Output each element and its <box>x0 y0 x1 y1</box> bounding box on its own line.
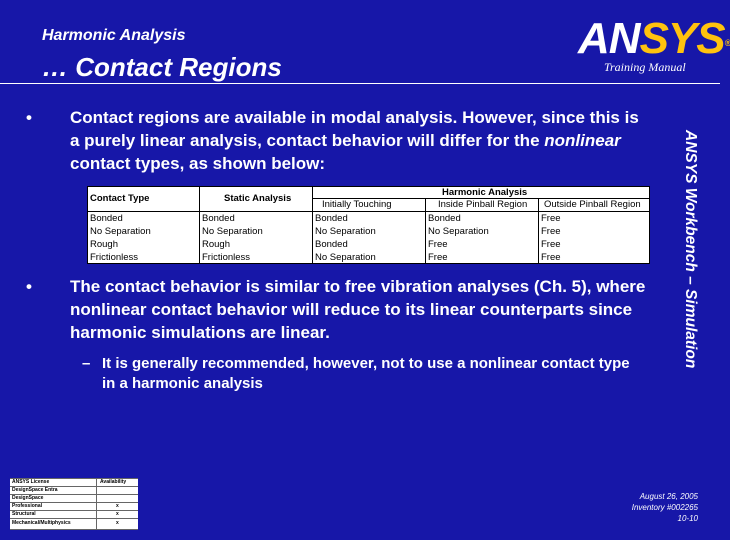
table-cell: Rough <box>202 239 230 250</box>
table-cell: Rough <box>90 239 118 250</box>
table-cell: Free <box>541 252 561 263</box>
page-number: 10-10 <box>677 514 698 523</box>
table-header: Outside Pinball Region <box>544 199 641 210</box>
header-divider <box>0 83 720 84</box>
table-cell: Bonded <box>90 213 123 224</box>
table-cell: Free <box>541 226 561 237</box>
training-manual-label: Training Manual <box>604 60 686 74</box>
table-cell: Bonded <box>428 213 461 224</box>
table-cell: No Separation <box>315 226 376 237</box>
table-header: Initially Touching <box>322 199 392 210</box>
table-header: Static Analysis <box>224 193 292 204</box>
table-cell: Bonded <box>315 213 348 224</box>
footer-inventory: Inventory #002265 <box>631 503 698 512</box>
license-row-label: Professional <box>12 503 43 509</box>
table-cell: Frictionless <box>202 252 251 263</box>
table-cell: Free <box>541 213 561 224</box>
sub-bullet-marker: – <box>82 355 91 372</box>
bullet-1-text-end: contact types, as shown below: <box>70 154 326 173</box>
table-cell: Bonded <box>202 213 235 224</box>
bullet-1-text <box>70 106 650 175</box>
table-cell: No Separation <box>202 226 263 237</box>
table-cell: Bonded <box>315 239 348 250</box>
license-row-value: x <box>116 520 119 526</box>
license-header: ANSYS License <box>12 479 50 485</box>
footer-date: August 26, 2005 <box>639 492 698 501</box>
table-cell: Free <box>541 239 561 250</box>
license-row-label: Structural <box>12 511 36 517</box>
bullet-marker: • <box>26 108 32 127</box>
sidebar-vertical-title: ANSYS Workbench – Simulation <box>682 129 699 369</box>
bullet-2 <box>26 275 656 347</box>
footer-info <box>560 491 698 524</box>
page-title: … Contact Regions <box>42 52 282 82</box>
license-header: Availability <box>100 479 127 485</box>
license-row-label: DesignSpace Entra <box>12 487 58 493</box>
table-cell: No Separation <box>315 252 376 263</box>
logo-text-accent: SYS <box>639 14 725 63</box>
table-cell: Frictionless <box>90 252 139 263</box>
ansys-logo <box>578 14 730 63</box>
logo-registered-mark: ® <box>724 38 730 48</box>
license-row-label: Mechanical/Multiphysics <box>12 520 71 526</box>
license-row-value: x <box>116 503 119 509</box>
topic-label: Harmonic Analysis <box>42 27 186 44</box>
bullet-1-text-start: Contact regions are available in modal analysis. However, since this is a purely linear analysis, contact behavior will differ for the <box>70 108 639 150</box>
license-availability-table <box>10 478 138 530</box>
contact-behavior-table <box>87 186 650 264</box>
sub-bullet-text: It is generally recommended, however, not to use a nonlinear contact type in a harmonic analysis <box>102 355 630 392</box>
table-cell: Free <box>428 252 448 263</box>
bullet-1-emphasis: nonlinear <box>544 131 621 150</box>
table-group-header: Harmonic Analysis <box>442 187 528 198</box>
license-row-value: x <box>116 511 119 517</box>
bullet-1 <box>26 106 656 178</box>
logo-text-main: AN <box>578 14 640 63</box>
table-cell: No Separation <box>90 226 151 237</box>
table-header: Contact Type <box>90 193 150 204</box>
license-row-label: DesignSpace <box>12 495 44 501</box>
table-cell: Free <box>428 239 448 250</box>
table-header: Inside Pinball Region <box>438 199 528 210</box>
bullet-marker: • <box>26 277 32 296</box>
bullet-2-text: The contact behavior is similar to free vibration analyses (Ch. 5), where nonlinear contact behavior will reduce to its linear counterparts since harmonic simulations are linear. <box>70 277 646 342</box>
table-cell: No Separation <box>428 226 489 237</box>
